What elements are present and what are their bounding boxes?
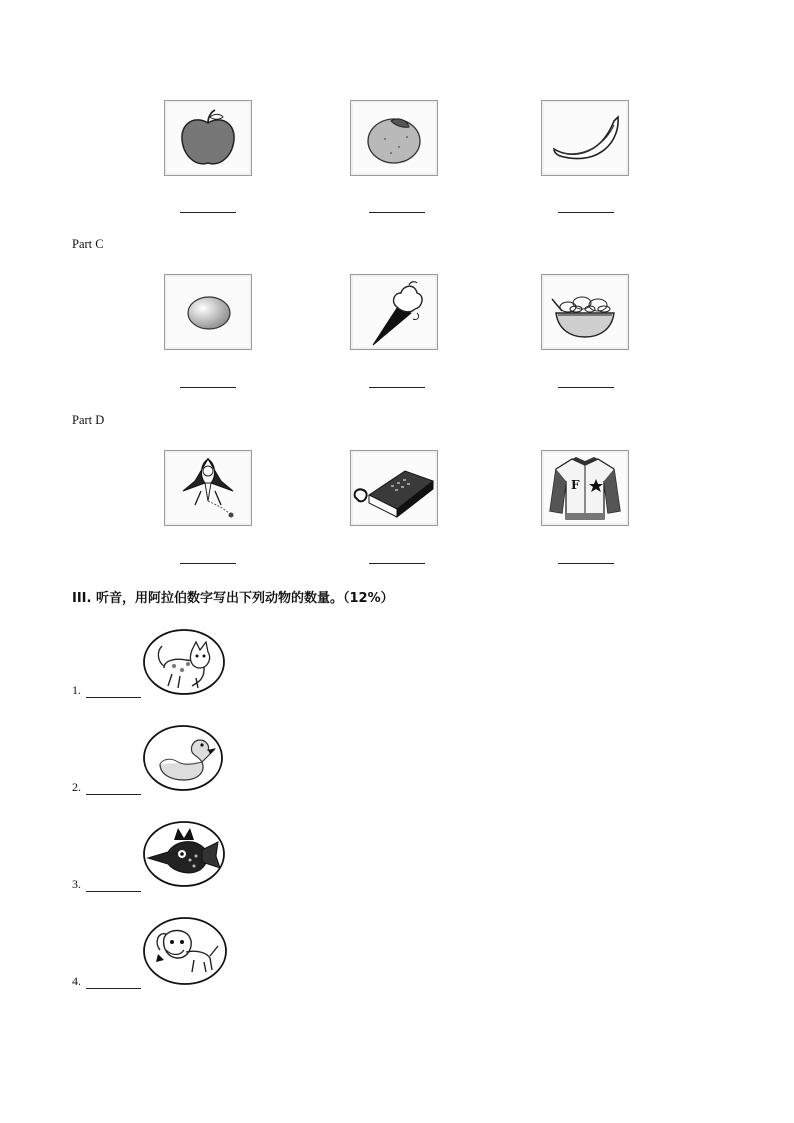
part-d-blank-2[interactable] <box>369 563 425 564</box>
part-b-blank-1[interactable] <box>180 212 236 213</box>
item-3-number: 3. <box>72 877 81 891</box>
noodles-icon <box>542 275 628 349</box>
part-b-blank-2[interactable] <box>369 212 425 213</box>
item-2-answer-blank[interactable] <box>86 794 141 795</box>
kite-icon <box>165 451 251 525</box>
telephone-icon <box>351 451 437 525</box>
jacket-letter: F <box>571 478 580 492</box>
dog-picture <box>142 916 228 986</box>
item-4-number: 4. <box>72 974 81 988</box>
banana-icon <box>542 101 628 175</box>
telephone-picture <box>350 450 438 526</box>
part-c-blank-1[interactable] <box>180 387 236 388</box>
part-d-blank-1[interactable] <box>180 563 236 564</box>
fish-icon <box>142 820 226 888</box>
part-c-blank-3[interactable] <box>558 387 614 388</box>
apple-picture <box>164 100 252 176</box>
part-c-label: Part C <box>72 237 104 251</box>
apple-icon <box>165 101 251 175</box>
fish-picture <box>142 820 226 888</box>
item-4-answer-blank[interactable] <box>86 988 141 989</box>
kite-picture <box>164 450 252 526</box>
cat-picture <box>142 628 226 696</box>
egg-icon <box>165 275 251 349</box>
cat-icon <box>142 628 226 696</box>
banana-picture <box>541 100 629 176</box>
noodles-picture <box>541 274 629 350</box>
duck-icon <box>142 724 224 792</box>
jacket-icon <box>542 451 628 525</box>
part-b-blank-3[interactable] <box>558 212 614 213</box>
item-3-answer-blank[interactable] <box>86 891 141 892</box>
part-c-blank-2[interactable] <box>369 387 425 388</box>
item-1-answer-blank[interactable] <box>86 697 141 698</box>
duck-picture <box>142 724 224 792</box>
jacket-picture <box>541 450 629 526</box>
part-d-label: Part D <box>72 413 105 427</box>
part-d-blank-3[interactable] <box>558 563 614 564</box>
item-1-number: 1. <box>72 683 81 697</box>
item-2-number: 2. <box>72 780 81 794</box>
egg-picture <box>164 274 252 350</box>
dog-icon <box>142 916 228 986</box>
ice-cream-picture <box>350 274 438 350</box>
section-iii-heading: III. 听音，用阿拉伯数字写出下列动物的数量。（12%） <box>72 591 394 606</box>
orange-picture <box>350 100 438 176</box>
orange-icon <box>351 101 437 175</box>
ice-cream-icon <box>351 275 437 349</box>
